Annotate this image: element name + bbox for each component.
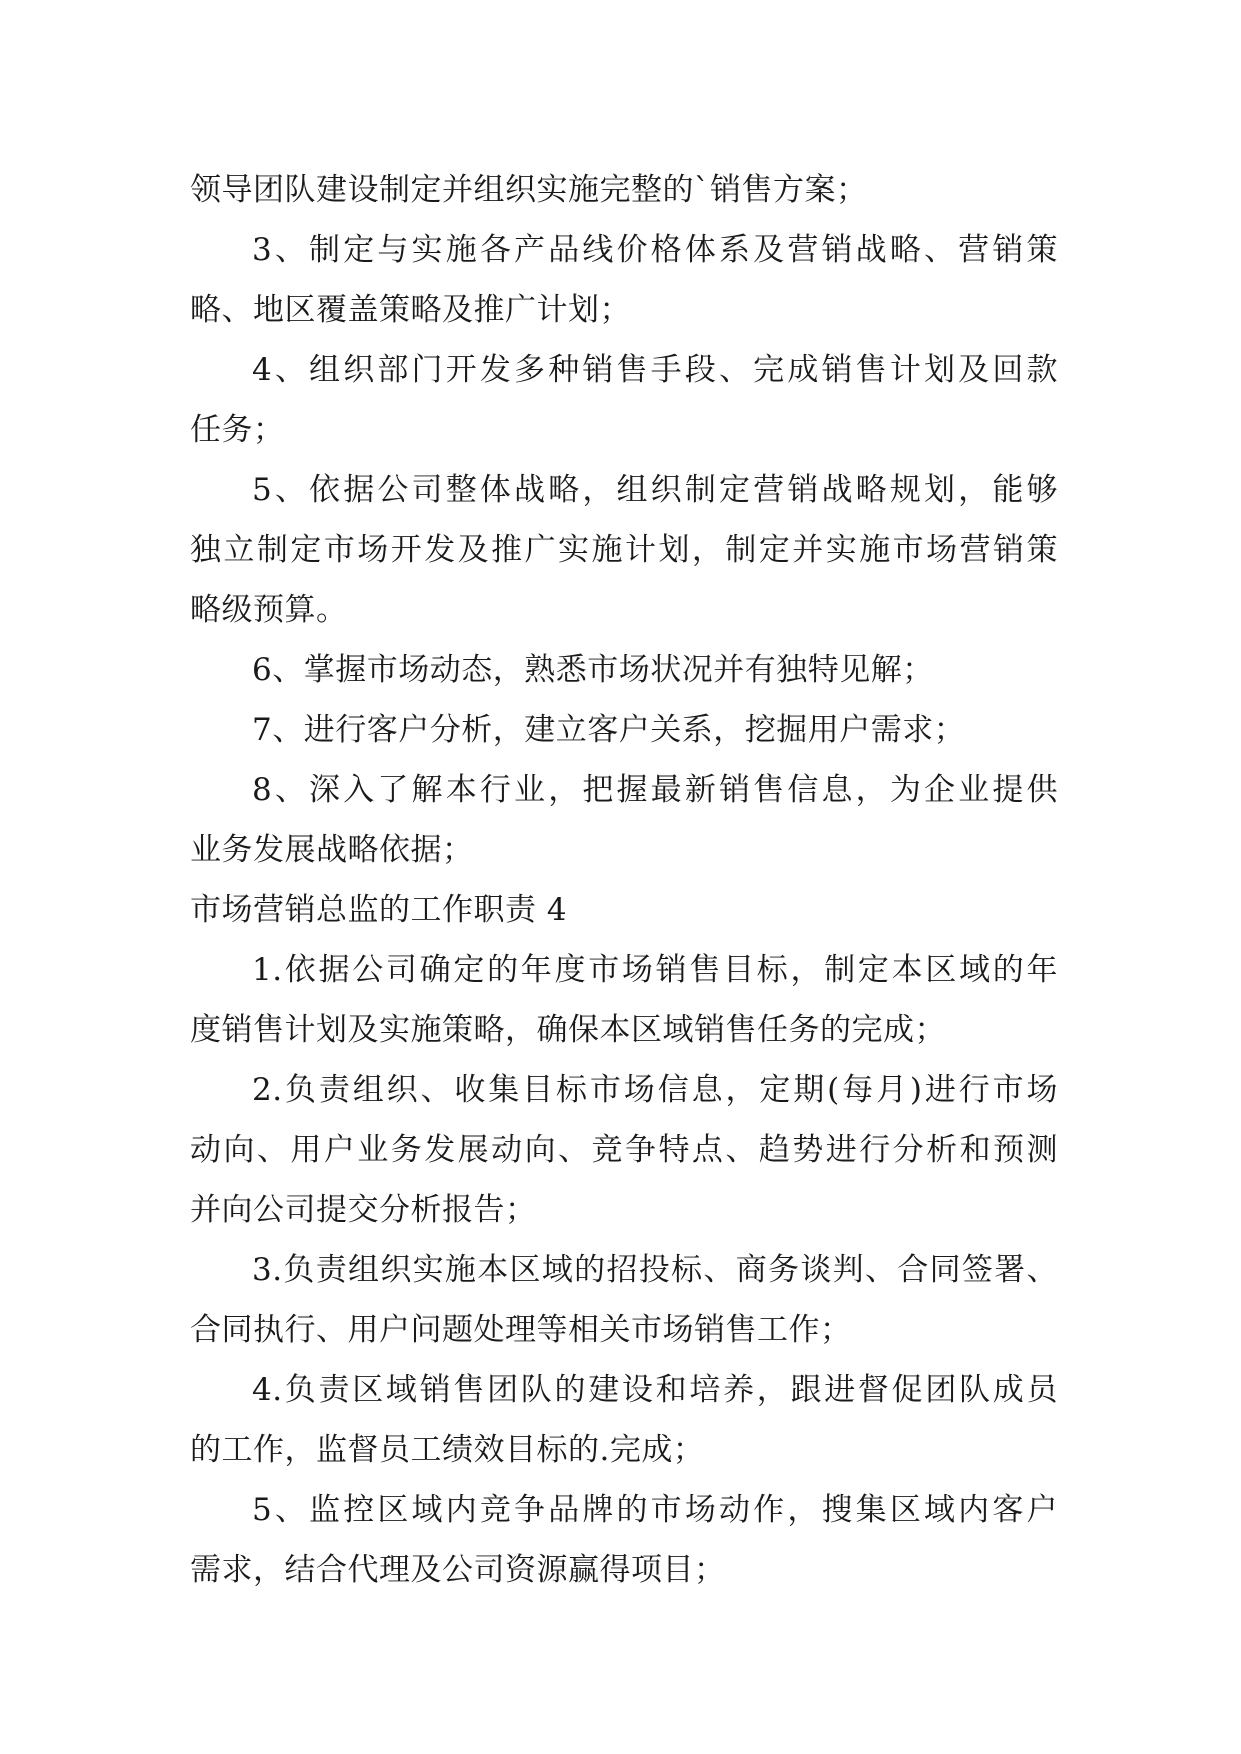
text-line: 并向公司提交分析报告；: [190, 1192, 537, 1228]
list-item-text: 7、进行客户分析，建立客户关系，挖掘用户需求；: [252, 712, 966, 748]
section-heading: 市场营销总监的工作职责 4: [190, 892, 568, 928]
list-item-text: 3、制定与实施各产品线价格体系及营销战略、营销策: [252, 232, 1058, 268]
text-line: 独立制定市场开发及推广实施计划，制定并实施市场营销策: [190, 532, 1058, 568]
list-item-text: 6、掌握市场动态，熟悉市场状况并有独特见解；: [252, 652, 934, 688]
text-line: 任务；: [190, 412, 285, 448]
list-item-text: 4、组织部门开发多种销售手段、完成销售计划及回款: [252, 352, 1058, 388]
list-item-text: 5、依据公司整体战略，组织制定营销战略规划，能够: [252, 472, 1058, 508]
text-line: 动向、用户业务发展动向、竞争特点、趋势进行分析和预测: [190, 1132, 1058, 1168]
list-item-text: 4.负责区域销售团队的建设和培养，跟进督促团队成员: [252, 1372, 1058, 1408]
text-line: 需求，结合代理及公司资源赢得项目；: [190, 1552, 726, 1588]
text-line: 业务发展战略依据；: [190, 832, 474, 868]
list-item-text: 3.负责组织实施本区域的招投标、商务谈判、合同签署、: [252, 1252, 1058, 1288]
list-item-text: 2.负责组织、收集目标市场信息，定期(每月)进行市场: [252, 1072, 1058, 1108]
text-line: 略、地区覆盖策略及推广计划；: [190, 292, 631, 328]
text-line: 略级预算。: [190, 592, 348, 628]
text-line: 度销售计划及实施策略，确保本区域销售任务的完成；: [190, 1012, 946, 1048]
text-line: 的工作，监督员工绩效目标的.完成；: [190, 1432, 705, 1468]
list-item-text: 8、深入了解本行业，把握最新销售信息，为企业提供: [252, 772, 1058, 808]
document-page: [190, 160, 1058, 1600]
list-item-text: 1.依据公司确定的年度市场销售目标，制定本区域的年: [252, 952, 1058, 988]
list-item-text: 5、监控区域内竞争品牌的市场动作，搜集区域内客户: [252, 1492, 1058, 1528]
text-line: 领导团队建设制定并组织实施完整的`销售方案；: [190, 172, 868, 208]
text-line: 合同执行、用户问题处理等相关市场销售工作；: [190, 1312, 852, 1348]
